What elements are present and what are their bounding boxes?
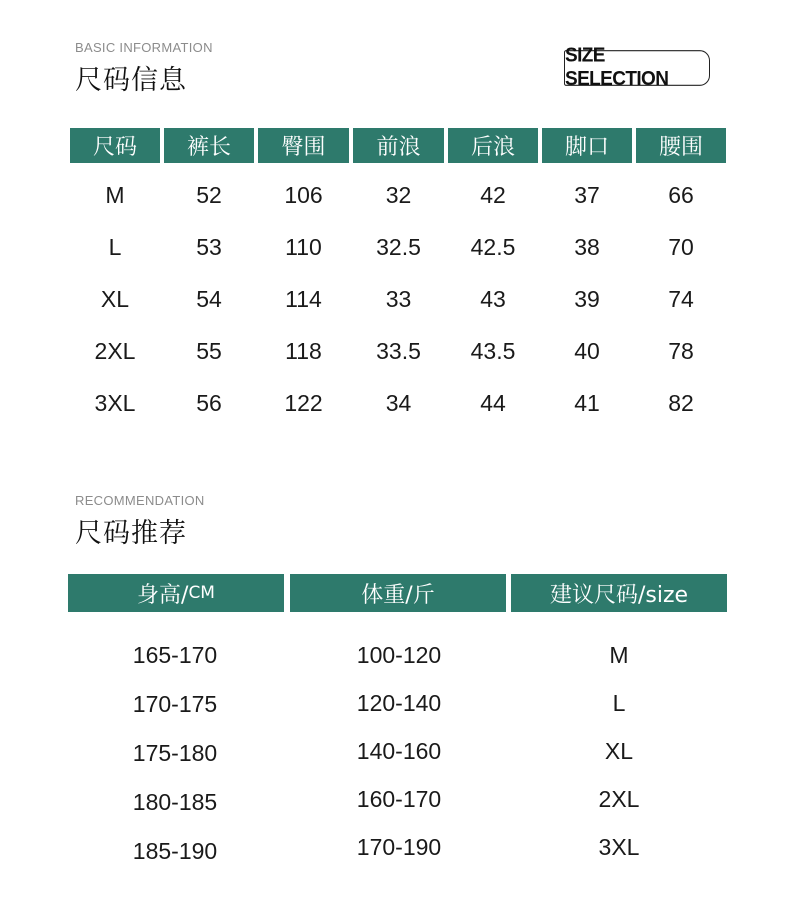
size-table-cell: 82 [668, 389, 694, 416]
size-table-cell: 118 [285, 337, 322, 364]
size-table-cell: 43 [480, 285, 506, 312]
recommendation-header [290, 574, 506, 612]
size-table-cell: 32 [385, 181, 412, 208]
basic-info-title: 尺码信息 [75, 65, 187, 96]
size-table-header: 脚口 [542, 128, 632, 163]
size-table-cell: L [108, 233, 122, 260]
recommendation-header-label: 身高/ [137, 582, 189, 608]
size-table-cell: 41 [574, 389, 600, 416]
size-table-header: 前浪 [353, 128, 444, 163]
size-table-cell: 56 [196, 389, 222, 416]
size-table-cell: 44 [480, 389, 506, 416]
size-table-cell: 2XL [94, 337, 136, 364]
recommendation-cell: 120-140 [356, 689, 442, 716]
recommendation-cell: 170-190 [356, 833, 442, 860]
recommendation-cell: M [609, 641, 629, 668]
size-table-cell: 33.5 [376, 337, 421, 364]
size-table-cell: 74 [668, 285, 694, 312]
recommendation-cell: 180-185 [132, 788, 218, 815]
size-table-cell: 110 [285, 233, 322, 260]
size-table-cell: 55 [196, 337, 222, 364]
size-table-header: 裤长 [164, 128, 254, 163]
recommendation-cell: 175-180 [132, 739, 218, 766]
recommendation-cell: 100-120 [356, 641, 442, 668]
recommendation-cell: 160-170 [356, 785, 442, 812]
recommendation-cell: 185-190 [132, 837, 218, 864]
size-table-cell: 54 [196, 285, 222, 312]
recommendation-header [68, 574, 284, 612]
size-table-cell: 78 [668, 337, 694, 364]
size-table-cell: 3XL [94, 389, 136, 416]
recommendation-cell: 165-170 [132, 641, 218, 668]
size-table-cell: 34 [385, 389, 412, 416]
size-table-header: 后浪 [448, 128, 538, 163]
size-table-cell: 52 [196, 181, 222, 208]
recommendation-header-label: 体重/斤 [361, 582, 435, 608]
size-table-cell: 40 [574, 337, 600, 364]
size-table-cell: 42.5 [470, 233, 516, 260]
size-table-cell: 43.5 [470, 337, 516, 364]
recommendation-cell: L [612, 689, 626, 716]
recommendation-cell: 3XL [598, 833, 640, 860]
size-table-cell: 37 [574, 181, 600, 208]
size-table-cell: 53 [196, 233, 222, 260]
size-table-cell: 32.5 [376, 233, 421, 260]
size-table-cell: 39 [574, 285, 600, 312]
recommendation-cell: 140-160 [356, 737, 442, 764]
recommendation-label: RECOMMENDATION [75, 493, 205, 508]
basic-info-label: BASIC INFORMATION [75, 40, 213, 55]
size-table-cell: 70 [668, 233, 694, 260]
recommendation-header-label: 建议尺码/size [549, 582, 689, 608]
size-table-cell: 122 [284, 389, 323, 416]
size-table-cell: XL [100, 285, 130, 312]
recommendation-header [511, 574, 727, 612]
size-table-header: 尺码 [70, 128, 160, 163]
recommendation-cell: 2XL [598, 785, 640, 812]
size-table-header: 腰围 [636, 128, 726, 163]
size-selection-badge: SIZE SELECTION [564, 50, 710, 86]
recommendation-title: 尺码推荐 [75, 518, 187, 549]
size-table-cell: 114 [285, 285, 322, 312]
size-table-cell: 38 [574, 233, 600, 260]
size-table-cell: 33 [385, 285, 412, 312]
size-table-cell: 42 [480, 181, 506, 208]
size-table-cell: 66 [668, 181, 694, 208]
recommendation-header-unit: CM [188, 583, 215, 603]
recommendation-cell: XL [604, 737, 634, 764]
recommendation-cell: 170-175 [132, 690, 218, 717]
size-table-cell: M [105, 181, 125, 208]
size-table-header: 臀围 [258, 128, 349, 163]
size-table-cell: 106 [284, 181, 323, 208]
